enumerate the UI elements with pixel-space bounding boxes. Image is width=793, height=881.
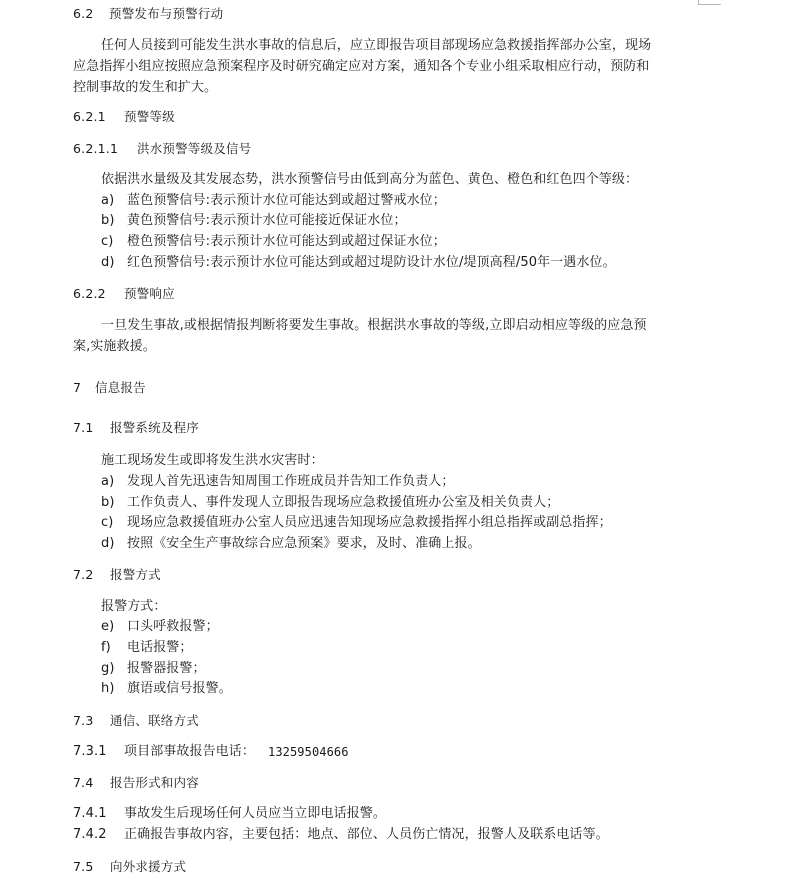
list-marker: h) bbox=[101, 681, 115, 696]
paragraph-line: 应急指挥小组应按照应急预案程序及时研究确定应对方案，通知各个专业小组采取相应行动，预防和 bbox=[73, 59, 650, 74]
list-text: 发现人首先迅速告知周围工作班成员并告知工作负责人； bbox=[127, 474, 455, 489]
list-marker: c) bbox=[101, 234, 114, 249]
list-text: 现场应急救援值班办公室人员应迅速告知现场应急救援指挥小组总指挥或副总指挥； bbox=[127, 515, 612, 530]
list-item bbox=[101, 660, 206, 678]
paragraph-line: 依据洪水量级及其发展态势，洪水预警信号由低到高分为蓝色、黄色、橙色和红色四个等级： bbox=[101, 172, 639, 187]
list-text: 工作负责人、事件发现人立即报告现场应急救援值班办公室及相关负责人； bbox=[127, 495, 560, 510]
heading-number: 6.2.1.1 bbox=[73, 141, 119, 156]
item-number: 7.4.1 bbox=[73, 806, 107, 821]
list-text: 黄色预警信号:表示预计水位可能接近保证水位； bbox=[127, 213, 407, 228]
heading-number: 6.2.1 bbox=[73, 109, 106, 124]
heading-number: 7.5 bbox=[73, 859, 94, 874]
list-text: 红色预警信号:表示预计水位可能达到或超过堤防设计水位/堤顶高程/50年一遇水位。 bbox=[127, 255, 616, 270]
list-item bbox=[101, 212, 407, 230]
heading-title: 洪水预警等级及信号 bbox=[137, 141, 252, 156]
list-item bbox=[101, 680, 232, 698]
list-marker: b) bbox=[101, 495, 115, 510]
paragraph-line: 任何人员接到可能发生洪水事故的信息后，应立即报告项目部现场应急救援指挥部办公室，现场 bbox=[101, 38, 652, 53]
heading-title: 预警等级 bbox=[124, 109, 175, 124]
list-item bbox=[101, 535, 481, 553]
list-marker: e) bbox=[101, 619, 115, 634]
item-label: 项目部事故报告电话： bbox=[124, 744, 256, 759]
page-corner-mark bbox=[698, 0, 721, 5]
list-text: 蓝色预警信号:表示预计水位可能达到或超过警戒水位； bbox=[127, 193, 446, 208]
list-text: 电话报警； bbox=[127, 640, 193, 655]
list-item bbox=[101, 514, 612, 532]
heading-title: 报警方式 bbox=[110, 567, 161, 582]
item-label: 事故发生后现场任何人员应当立即电话报警。 bbox=[124, 806, 387, 821]
heading-number: 7 bbox=[73, 380, 82, 395]
heading-title: 向外求援方式 bbox=[110, 859, 187, 874]
list-item bbox=[101, 192, 446, 210]
list-text: 旗语或信号报警。 bbox=[127, 681, 232, 696]
list-item bbox=[101, 494, 559, 512]
heading-title: 报告形式和内容 bbox=[110, 775, 199, 790]
paragraph-line: 控制事故的发生和扩大。 bbox=[73, 80, 218, 95]
heading-title: 预警发布与预警行动 bbox=[109, 6, 224, 21]
heading-title: 预警响应 bbox=[124, 286, 175, 301]
heading-number: 7.4 bbox=[73, 775, 94, 790]
heading-title: 通信、联络方式 bbox=[110, 713, 199, 728]
phone-number: 13259504666 bbox=[268, 745, 349, 759]
item-number: 7.4.2 bbox=[73, 827, 107, 842]
list-marker: a) bbox=[101, 474, 115, 489]
list-item bbox=[101, 254, 616, 272]
heading-number: 6.2.2 bbox=[73, 286, 106, 301]
paragraph-line: 一旦发生事故,或根据情报判断将要发生事故。根据洪水事故的等级,立即启动相应等级的应急预 bbox=[101, 318, 647, 333]
list-item bbox=[101, 233, 446, 251]
list-item bbox=[101, 473, 455, 491]
list-marker: d) bbox=[101, 536, 115, 551]
heading-number: 7.3 bbox=[73, 713, 94, 728]
list-item bbox=[101, 639, 193, 657]
list-marker: c) bbox=[101, 515, 114, 530]
list-text: 按照《安全生产事故综合应急预案》要求，及时、准确上报。 bbox=[127, 536, 481, 551]
item-number: 7.3.1 bbox=[73, 744, 107, 759]
list-marker: a) bbox=[101, 193, 115, 208]
heading-title: 报警系统及程序 bbox=[110, 420, 199, 435]
heading-number: 7.2 bbox=[73, 567, 94, 582]
item-label: 正确报告事故内容，主要包括：地点、部位、人员伤亡情况，报警人及联系电话等。 bbox=[124, 827, 609, 842]
list-marker: g) bbox=[101, 661, 115, 676]
heading-title: 信息报告 bbox=[95, 380, 146, 395]
heading-number: 6.2 bbox=[73, 6, 94, 21]
paragraph-line: 报警方式： bbox=[101, 599, 167, 614]
list-marker: d) bbox=[101, 255, 115, 270]
heading-number: 7.1 bbox=[73, 420, 94, 435]
list-text: 口头呼救报警； bbox=[127, 619, 219, 634]
list-text: 报警器报警； bbox=[127, 661, 206, 676]
list-marker: f) bbox=[101, 640, 111, 655]
paragraph-line: 案,实施救援。 bbox=[73, 339, 156, 354]
list-text: 橙色预警信号:表示预计水位可能达到或超过保证水位； bbox=[127, 234, 446, 249]
list-marker: b) bbox=[101, 213, 115, 228]
list-item bbox=[101, 618, 219, 636]
paragraph-line: 施工现场发生或即将发生洪水灾害时： bbox=[101, 453, 324, 468]
